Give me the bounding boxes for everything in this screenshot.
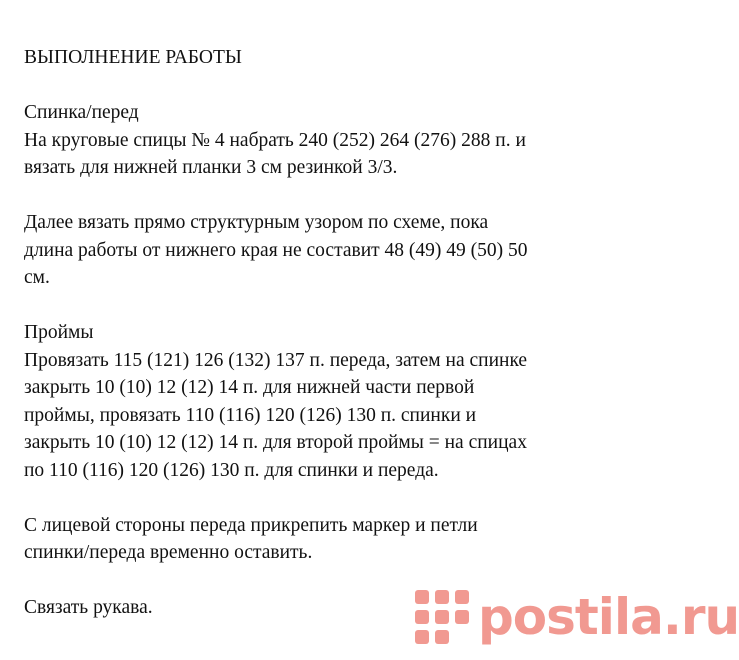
postila-logo-icon <box>412 587 472 647</box>
text-line: С лицевой стороны переда прикрепить маркер и петли <box>24 514 478 536</box>
text-line: см. <box>24 267 50 288</box>
document-title: ВЫПОЛНЕНИЕ РАБОТЫ <box>24 47 242 68</box>
text-line: спинки/переда временно оставить. <box>24 542 313 563</box>
section-marker <box>24 512 644 567</box>
text-line: вязать для нижней планки 3 см резинкой 3/3. <box>24 157 398 178</box>
text-line: по 110 (116) 120 (126) 130 п. для спинки и переда. <box>24 459 439 481</box>
text-line: закрыть 10 (10) 12 (12) 14 п. для второй проймы = на спицах <box>24 432 527 453</box>
text-line: Провязать 115 (121) 126 (132) 137 п. переда, затем на спинке <box>24 349 528 371</box>
text-line: Связать рукава. <box>24 597 153 618</box>
document-body <box>24 44 644 649</box>
section-heading: Спинка/перед <box>24 102 139 123</box>
section-armholes <box>24 319 644 484</box>
watermark <box>412 580 739 654</box>
section-back-front <box>24 99 644 182</box>
text-line: проймы, провязать 110 (116) 120 (126) 130 п. спинки и <box>24 404 477 426</box>
text-line: закрыть 10 (10) 12 (12) 14 п. для нижней части первой <box>24 377 475 398</box>
section-continue <box>24 209 644 292</box>
watermark-text: postila.ru <box>478 588 739 646</box>
text-line: На круговые спицы № 4 набрать 240 (252) 264 (276) 288 п. и <box>24 129 526 151</box>
section-heading: Проймы <box>24 322 94 343</box>
text-line: Далее вязать прямо структурным узором по схеме, пока <box>24 212 489 233</box>
text-line: длина работы от нижнего края не составит 48 (49) 49 (50) 50 <box>24 239 528 261</box>
